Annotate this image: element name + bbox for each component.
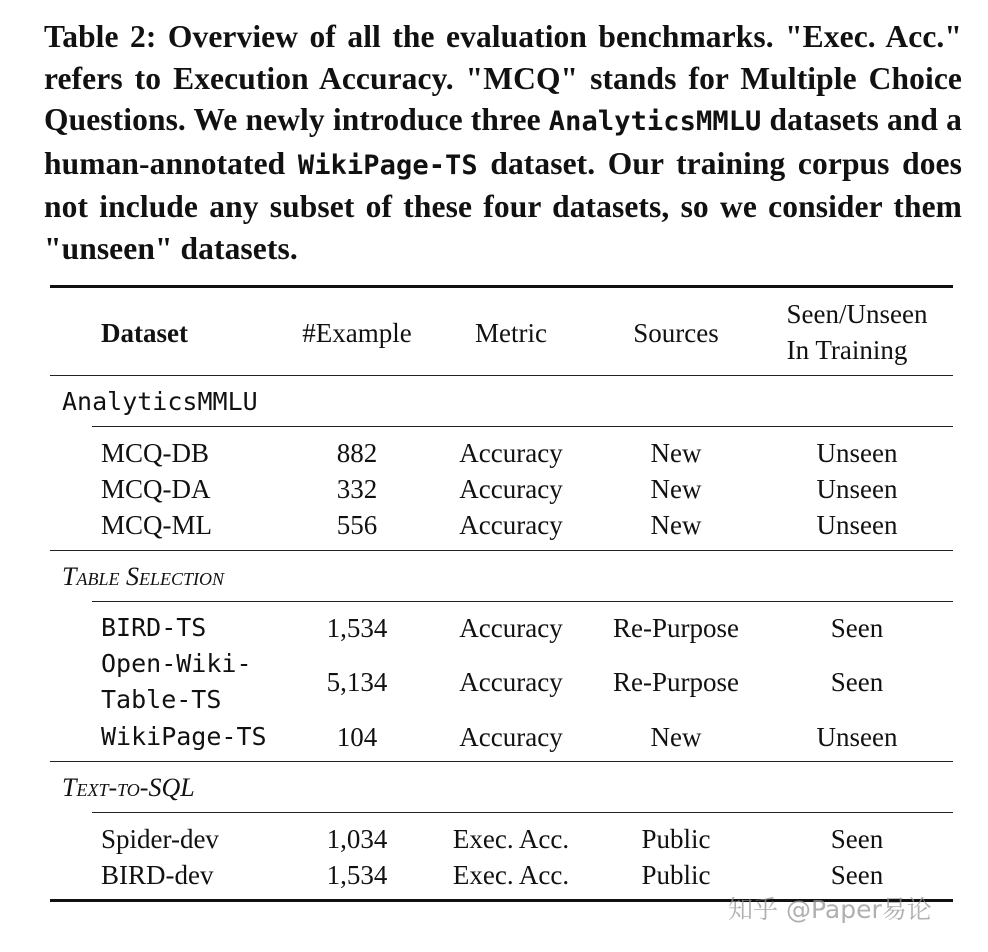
cell-metric: Accuracy [459, 438, 563, 468]
group-rule [92, 426, 953, 427]
cell-dataset: MCQ-DB [101, 438, 210, 468]
cell-source: Public [641, 860, 711, 890]
cell-seen: Seen [830, 860, 884, 890]
cell-source: Public [641, 824, 711, 854]
cell-metric: Accuracy [459, 613, 563, 643]
header-seen-line1: Seen/Unseen [786, 299, 928, 329]
cell-example: 1,534 [326, 613, 388, 643]
cell-dataset: BIRD-TS [101, 613, 207, 642]
cell-seen: Seen [830, 613, 884, 643]
cell-source: New [650, 438, 702, 468]
cell-source: Re-Purpose [613, 613, 739, 643]
cell-dataset-line1: Open-Wiki- [101, 649, 252, 678]
header-seen-line2: In Training [786, 335, 908, 365]
cell-seen: Seen [830, 667, 884, 697]
caption-text-1: Table 2: Overview of all the evaluation benchmarks. "Exec. Acc." refers to Execution Accuracy. "MCQ" stands for Multiple Choice Questions. We newly introduce three [44, 19, 962, 137]
cell-example: 104 [336, 722, 378, 752]
header-dataset: Dataset [101, 318, 188, 348]
watermark: 知乎 @Paper易论 [728, 895, 932, 924]
cell-dataset: BIRD-dev [101, 860, 214, 890]
cell-metric: Exec. Acc. [452, 824, 570, 854]
cell-dataset: Spider-dev [101, 824, 219, 854]
cell-metric: Accuracy [459, 510, 563, 540]
header-rule [50, 375, 953, 376]
cell-source: Re-Purpose [613, 667, 739, 697]
cell-seen: Unseen [816, 474, 898, 504]
cell-source: New [650, 510, 702, 540]
group-rule [92, 601, 953, 602]
cell-seen: Seen [830, 824, 884, 854]
group-label-table-selection: Table Selection [62, 562, 224, 591]
group-rule [92, 812, 953, 813]
cell-dataset: MCQ-ML [101, 510, 213, 540]
caption-code-analyticsmmlu: AnalyticsMMLU [548, 106, 762, 137]
cell-seen: Unseen [816, 510, 898, 540]
group-label-analyticsmmlu: AnalyticsMMLU [62, 387, 258, 416]
cell-seen: Unseen [816, 438, 898, 468]
cell-metric: Accuracy [459, 474, 563, 504]
cell-example: 1,034 [326, 824, 388, 854]
cell-example: 1,534 [326, 860, 388, 890]
group-label-text-to-sql: Text-to-SQL [62, 773, 195, 802]
caption-text-3: dataset. Our training corpus does not include any subset of these four datasets, so we consider them "unseen" datasets. [44, 145, 962, 266]
caption-code-wikipage-ts: WikiPage-TS [297, 149, 478, 181]
cell-seen: Unseen [816, 722, 898, 752]
cell-source: New [650, 474, 702, 504]
table-caption [44, 16, 962, 269]
cell-example: 5,134 [326, 667, 388, 697]
header-metric: Metric [475, 318, 547, 348]
section-rule [50, 761, 953, 762]
header-sources: Sources [633, 318, 719, 348]
header-example: #Example [302, 318, 412, 348]
caption-text-2: datasets and a human-annotated [44, 102, 962, 181]
cell-source: New [650, 722, 702, 752]
cell-dataset: MCQ-DA [101, 474, 211, 504]
cell-example: 556 [336, 510, 378, 540]
cell-dataset: WikiPage-TS [101, 722, 267, 751]
table-top-rule [50, 285, 953, 288]
cell-metric: Exec. Acc. [452, 860, 570, 890]
section-rule [50, 550, 953, 551]
cell-metric: Accuracy [459, 667, 563, 697]
cell-example: 882 [336, 438, 378, 468]
cell-dataset-line2: Table-TS [101, 685, 222, 714]
cell-example: 332 [336, 474, 378, 504]
cell-metric: Accuracy [459, 722, 563, 752]
